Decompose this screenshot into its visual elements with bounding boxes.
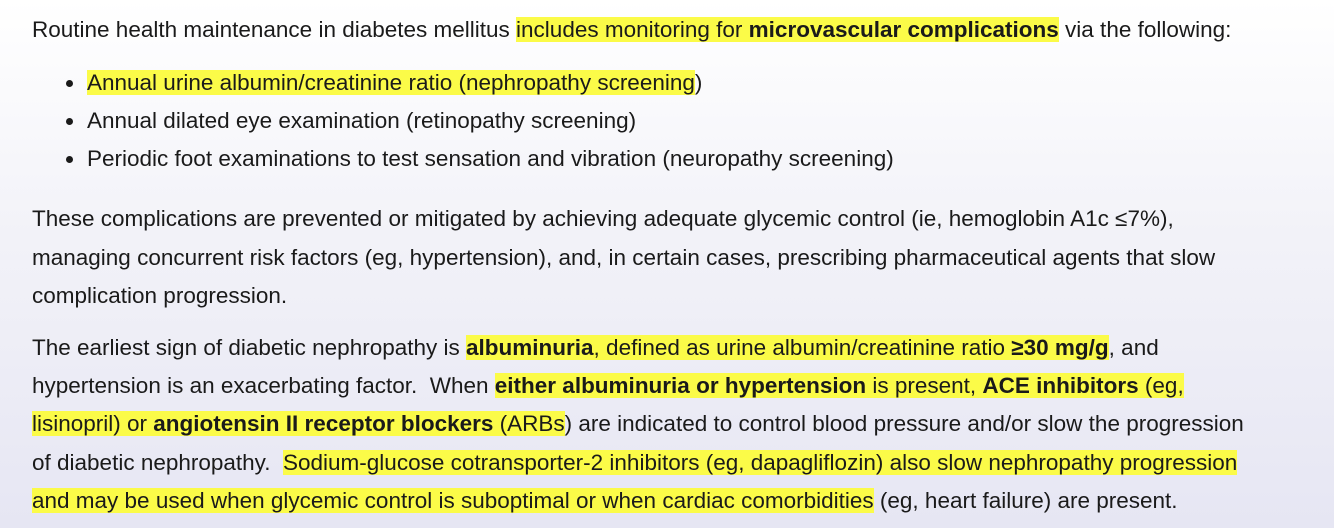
text-run: ) are indicated to control blood pressure and/or slow the progression (564, 411, 1244, 436)
bullet-dot (66, 156, 73, 163)
highlight-includes (516, 17, 1059, 42)
intro-text: Routine health maintenance in diabetes mellitus (32, 17, 517, 42)
text-run: , and (1108, 335, 1159, 360)
threshold-bold: ≥30 mg/g (1011, 335, 1109, 360)
bullet-dot (66, 118, 73, 125)
text-run: The earliest sign of diabetic nephropathy is (32, 335, 467, 360)
nephropathy-line-2 (32, 371, 1184, 401)
complications-line-3: complication progression. (32, 283, 288, 308)
nephropathy-line-1 (32, 333, 1159, 363)
nephropathy-line-4 (32, 448, 1237, 478)
bullet-1-tail: ) (694, 70, 703, 95)
highlight-text: includes monitoring for (516, 17, 749, 42)
text-run: is present, (866, 373, 983, 398)
either-bold: either albuminuria or hypertension (494, 373, 867, 398)
sglt2-highlight-continued: and may be used when glycemic control is suboptimal or when cardiac comorbidities (32, 488, 874, 513)
text-run: of diabetic nephropathy. (32, 450, 284, 475)
intro-tail: via the following: (1058, 17, 1232, 42)
nephropathy-line-3 (32, 409, 1244, 439)
bullet-dot (66, 80, 73, 87)
text-run: (ARBs (493, 411, 565, 436)
arb-bold: angiotensin II receptor blockers (153, 411, 494, 436)
text-run: (eg, heart failure) are present. (873, 488, 1178, 513)
sglt2-highlight: Sodium-glucose cotransporter-2 inhibitors (eg, dapagliflozin) also slow nephropathy progression (283, 450, 1238, 475)
text-run: lisinopril) or (32, 411, 154, 436)
definition-text: , defined as urine albumin/creatinine ratio (593, 335, 1012, 360)
list-item: Periodic foot examinations to test sensation and vibration (neuropathy screening) (87, 146, 894, 171)
arb-highlight (32, 411, 565, 436)
complications-line-1: These complications are prevented or mitigated by achieving adequate glycemic control (ie, hemoglobin A1c ≤7%), (32, 206, 1174, 231)
nephropathy-line-5 (32, 486, 1178, 516)
either-highlight (495, 373, 1184, 398)
microvascular-complications-bold: microvascular complications (748, 17, 1059, 42)
list-item: Annual dilated eye examination (retinopathy screening) (87, 108, 637, 133)
list-item (87, 68, 702, 98)
text-run: hypertension is an exacerbating factor. When (32, 373, 495, 398)
intro-paragraph (32, 15, 1231, 45)
albuminuria-bold: albuminuria (466, 335, 594, 360)
ace-inhibitors-bold: ACE inhibitors (982, 373, 1139, 398)
text-run: (eg, (1138, 373, 1184, 398)
complications-line-2: managing concurrent risk factors (eg, hypertension), and, in certain cases, prescribing pharmaceutical agents that slow (32, 245, 1216, 270)
bullet-1-highlight: Annual urine albumin/creatinine ratio (nephropathy screening (87, 70, 695, 95)
albuminuria-highlight (466, 335, 1109, 360)
